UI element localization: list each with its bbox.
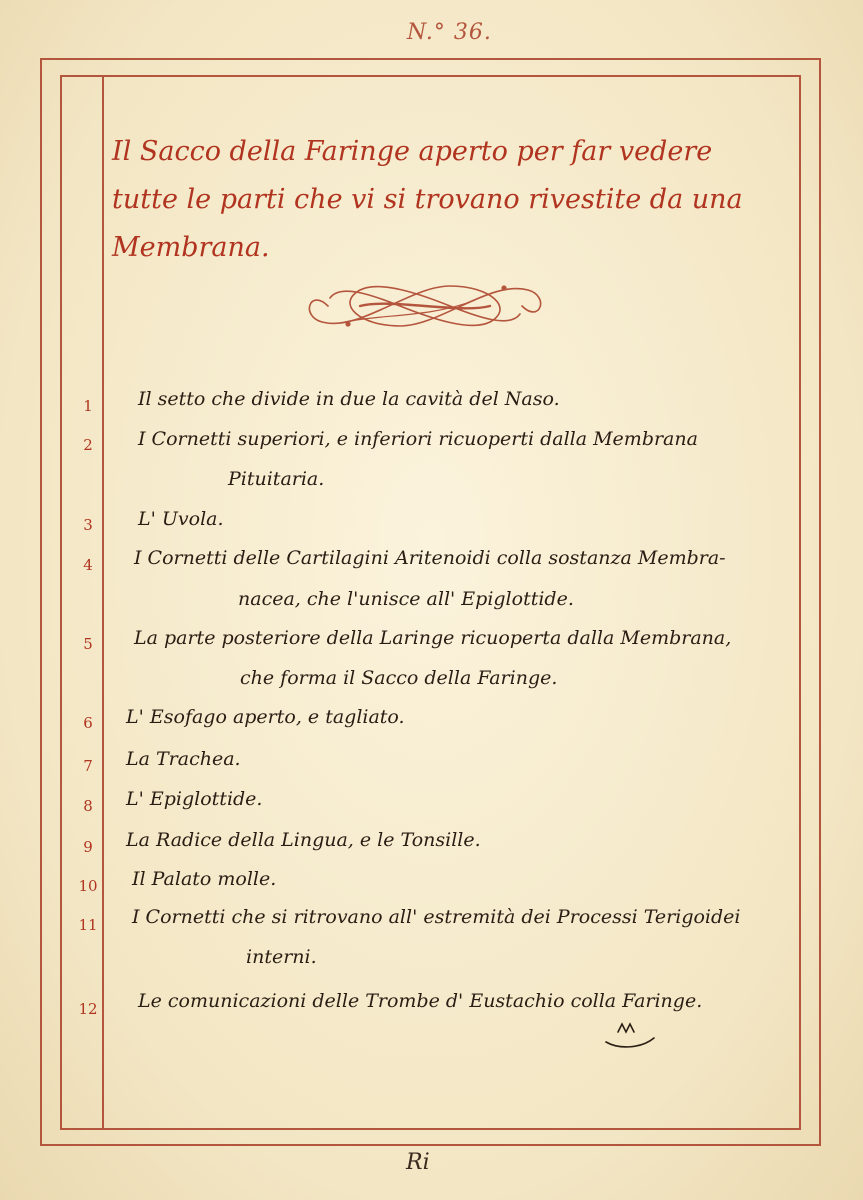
entry-text-line: interni. xyxy=(246,946,317,968)
entry-text-line: L' Epiglottide. xyxy=(126,788,263,810)
entry-number: 6 xyxy=(83,714,93,732)
signature-mark: Ri xyxy=(406,1150,430,1175)
entry-number: 5 xyxy=(83,635,93,653)
entry-text-line: Pituitaria. xyxy=(228,468,325,490)
sheet-number: N.° 36. xyxy=(407,20,492,45)
entry-number: 11 xyxy=(78,916,98,934)
entry-text-line: I Cornetti superiori, e inferiori ricuoperti dalla Membrana xyxy=(138,428,698,450)
entry-text-line: La Radice della Lingua, e le Tonsille. xyxy=(126,829,481,851)
entry-text-line: nacea, che l'unisce all' Epiglottide. xyxy=(238,588,574,610)
entry-number: 9 xyxy=(83,838,93,856)
entry-text-line: I Cornetti che si ritrovano all' estremità dei Processi Terigoidei xyxy=(132,906,741,928)
entry-number: 7 xyxy=(83,757,93,775)
entry-text-line: La Trachea. xyxy=(126,748,241,770)
entry-number: 10 xyxy=(78,877,98,895)
entry-text-line: I Cornetti delle Cartilagini Aritenoidi colla sostanza Membra- xyxy=(134,547,726,569)
entry-number: 4 xyxy=(83,556,93,574)
entry-number: 3 xyxy=(83,516,93,534)
entry-text-line: che forma il Sacco della Faringe. xyxy=(240,667,558,689)
entry-number: 1 xyxy=(83,397,93,415)
entry-number: 12 xyxy=(78,1000,98,1018)
entry-number: 2 xyxy=(83,436,93,454)
ornamental-flourish-icon xyxy=(300,278,550,334)
entry-text-line: Il setto che divide in due la cavità del Naso. xyxy=(138,388,560,410)
page-title: Il Sacco della Faringe aperto per far vedere tutte le parti che vi si trovano rivestite da una Membrana. xyxy=(112,136,743,263)
entry-text-line: L' Uvola. xyxy=(138,508,224,530)
entry-text-line: Le comunicazioni delle Trombe d' Eustachio colla Faringe. xyxy=(138,990,703,1012)
entry-number: 8 xyxy=(83,797,93,815)
margin-rule xyxy=(102,75,104,1130)
entry-text-line: L' Esofago aperto, e tagliato. xyxy=(126,706,405,728)
entry-text-line: La parte posteriore della Laringe ricuoperta dalla Membrana, xyxy=(134,627,732,649)
entry-text-line: Il Palato molle. xyxy=(132,868,277,890)
paraph-flourish-icon xyxy=(600,1020,660,1050)
